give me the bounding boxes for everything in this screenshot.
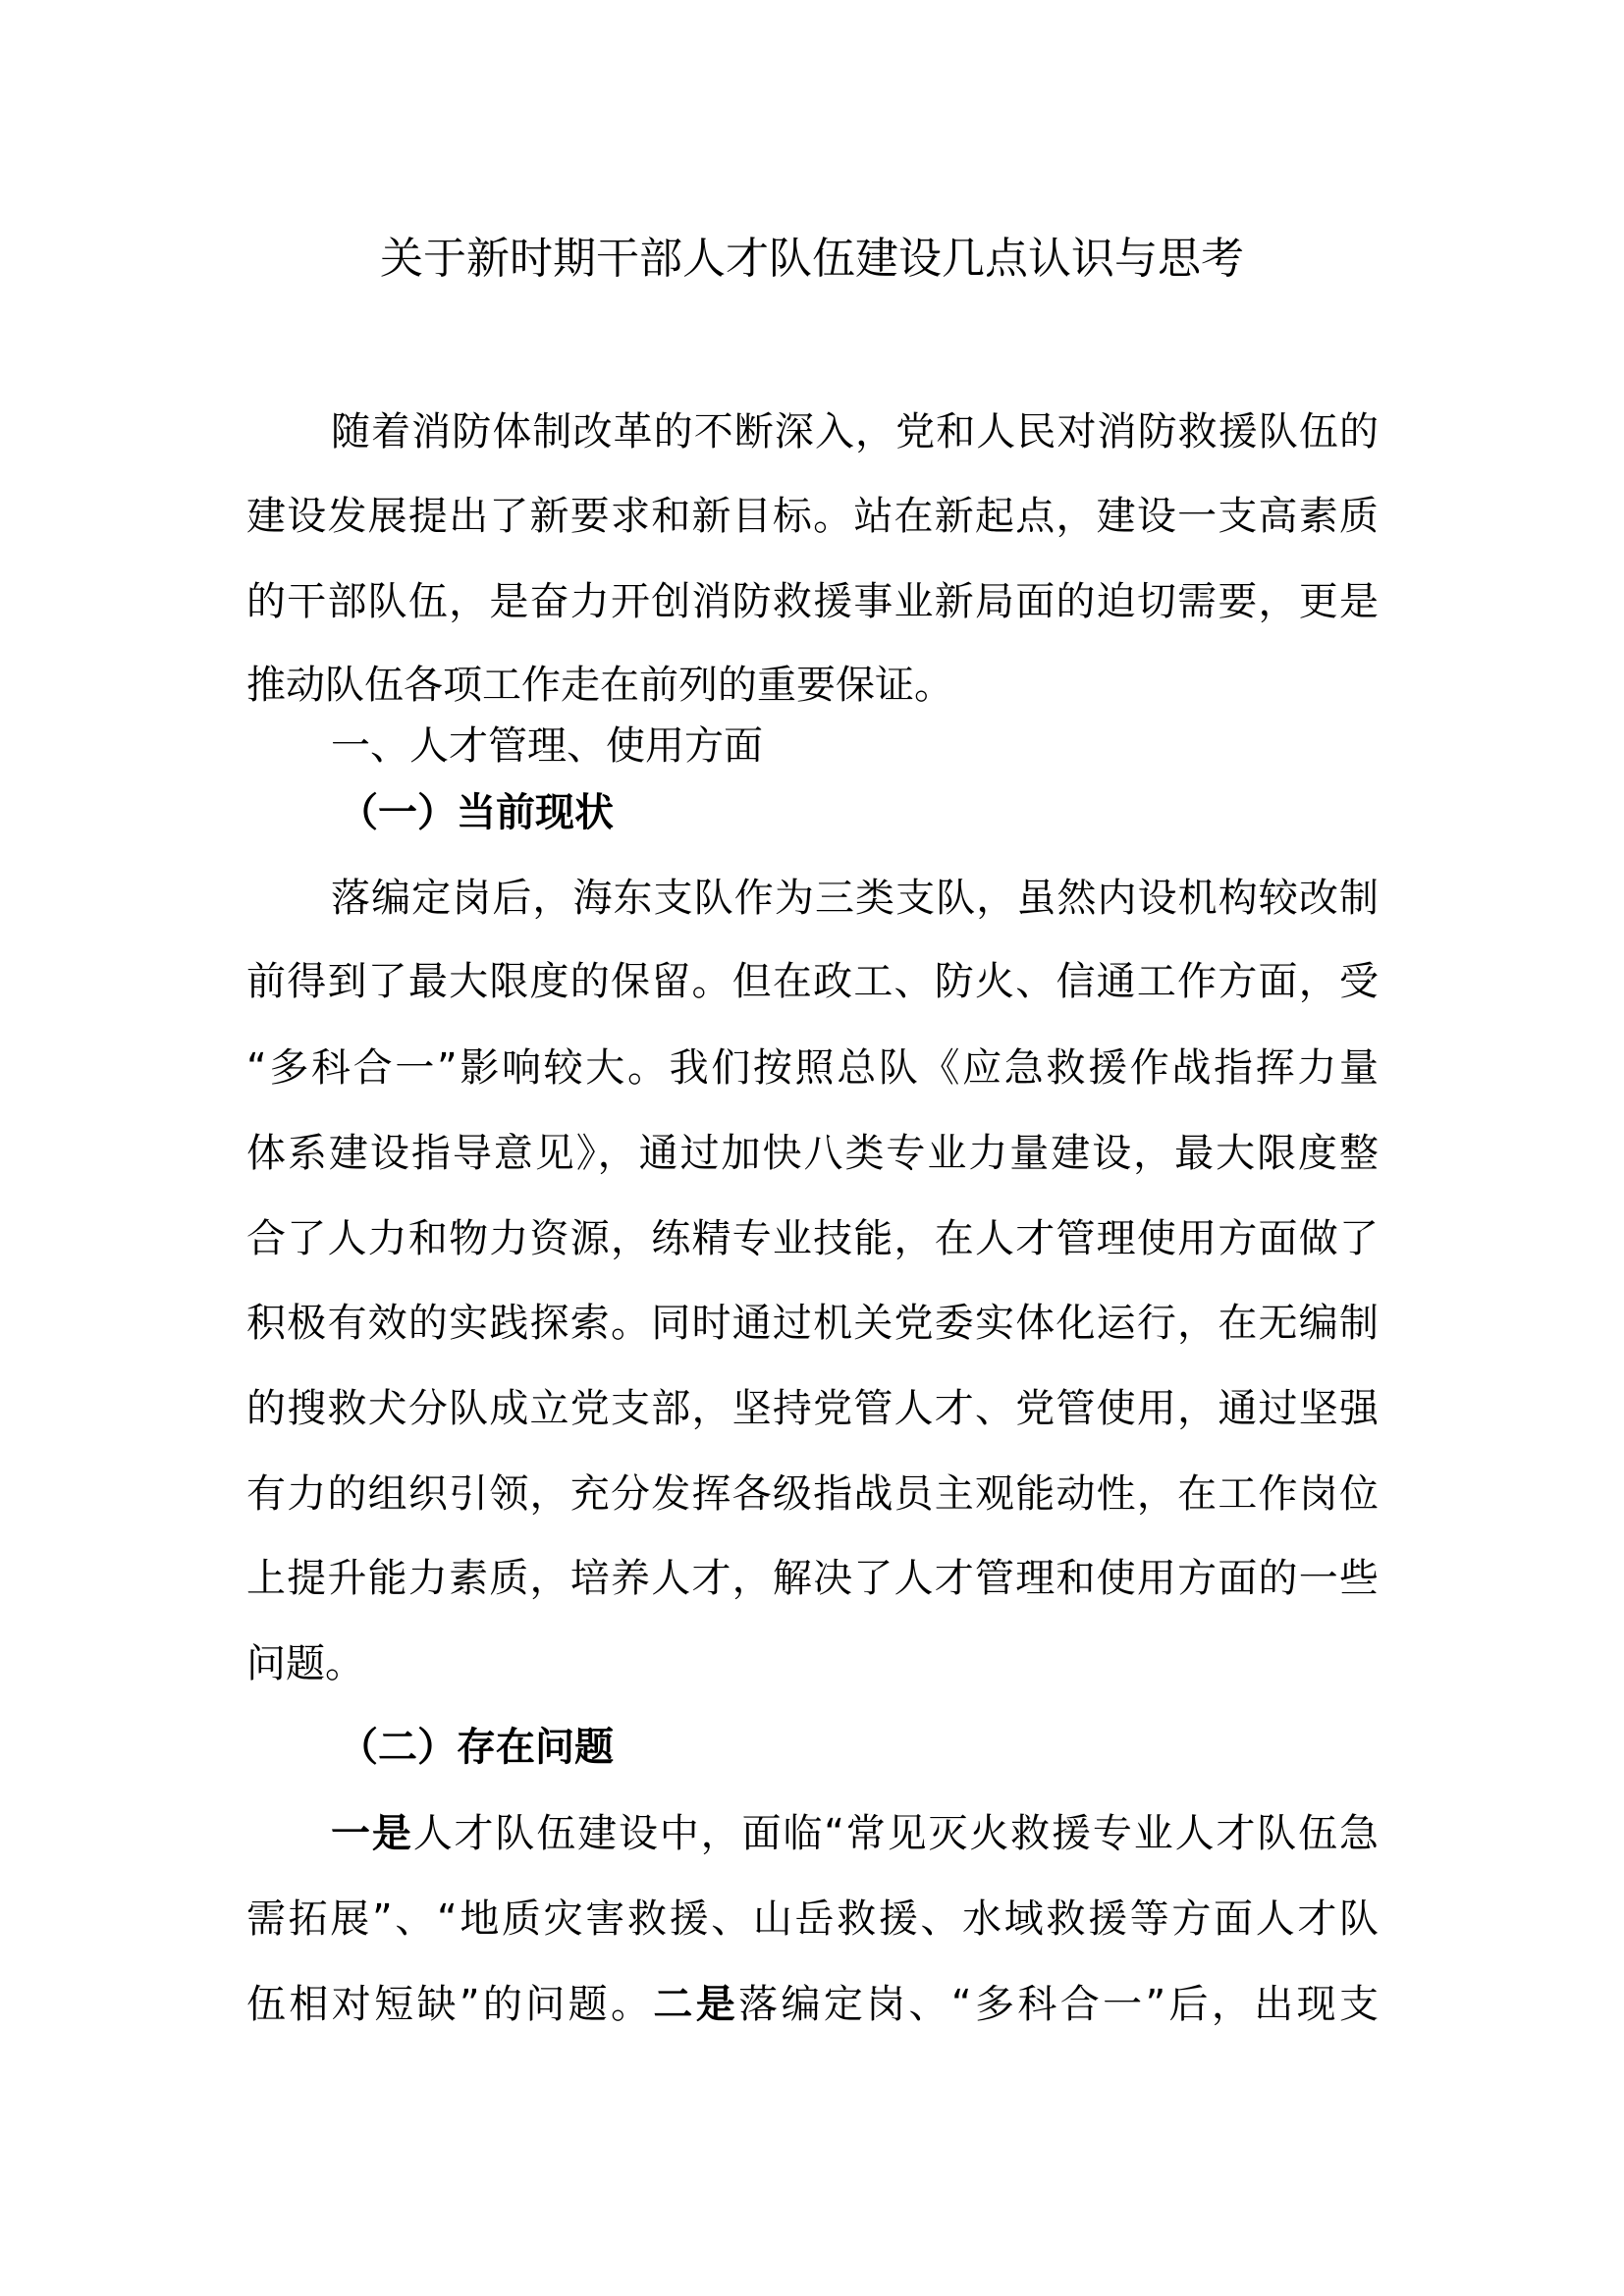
problem-2-lead: 二是 [653, 1982, 739, 2027]
intro-line-1: 随着消防体制改革的不断深入，党和人民对消防救援队伍的 [331, 409, 1379, 454]
problems-line-1 [331, 1806, 1379, 1861]
status-line-6: 积极有效的实践探索。同时通过机关党委实体化运行，在无编制 [246, 1301, 1379, 1346]
problem-1-lead: 一是 [331, 1811, 413, 1856]
document-title: 关于新时期干部人才队伍建设几点认识与思考 [380, 234, 1244, 284]
problem-1-text: 人才队伍建设中，面临“常见灭火救援专业人才队伍急 [412, 1811, 1379, 1856]
status-line-9: 上提升能力素质，培养人才，解决了人才管理和使用方面的一些 [246, 1556, 1379, 1601]
problem-1-text-end: 伍相对短缺”的问题。 [246, 1982, 654, 2027]
status-line-4: 体系建设指导意见》，通过加快八类专业力量建设，最大限度整 [246, 1131, 1379, 1176]
problem-1-text-cont: 需拓展”、“地质灾害救援、山岳救援、水域救援等方面人才队 [246, 1896, 1379, 1942]
problems-line-2 [246, 1892, 1379, 1947]
subsection-1-heading: （一）当前现状 [339, 790, 614, 835]
section-1-heading: 一、人才管理、使用方面 [331, 723, 763, 769]
status-line-10: 问题。 [246, 1641, 364, 1686]
status-line-7: 的搜救犬分队成立党支部，坚持党管人才、党管使用，通过坚强 [246, 1386, 1379, 1431]
subsection-2-heading: （二）存在问题 [339, 1725, 614, 1770]
problem-2-text: 落编定岗、“多科合一”后，出现支 [738, 1982, 1379, 2027]
status-line-5: 合了人力和物力资源，练精专业技能，在人才管理使用方面做了 [246, 1216, 1379, 1261]
status-line-2: 前得到了最大限度的保留。但在政工、防火、信通工作方面，受 [246, 959, 1379, 1004]
status-line-1: 落编定岗后，海东支队作为三类支队，虽然内设机构较改制 [331, 876, 1379, 921]
intro-line-3: 的干部队伍，是奋力开创消防救援事业新局面的迫切需要，更是 [246, 579, 1379, 624]
status-line-8: 有力的组织引领，充分发挥各级指战员主观能动性，在工作岗位 [246, 1471, 1379, 1517]
intro-line-4: 推动队伍各项工作走在前列的重要保证。 [246, 663, 953, 708]
intro-line-2: 建设发展提出了新要求和新目标。站在新起点，建设一支高素质 [246, 494, 1379, 539]
status-line-3: “多科合一”影响较大。我们按照总队《应急救援作战指挥力量 [246, 1045, 1379, 1091]
problems-line-3 [246, 1977, 1379, 2032]
